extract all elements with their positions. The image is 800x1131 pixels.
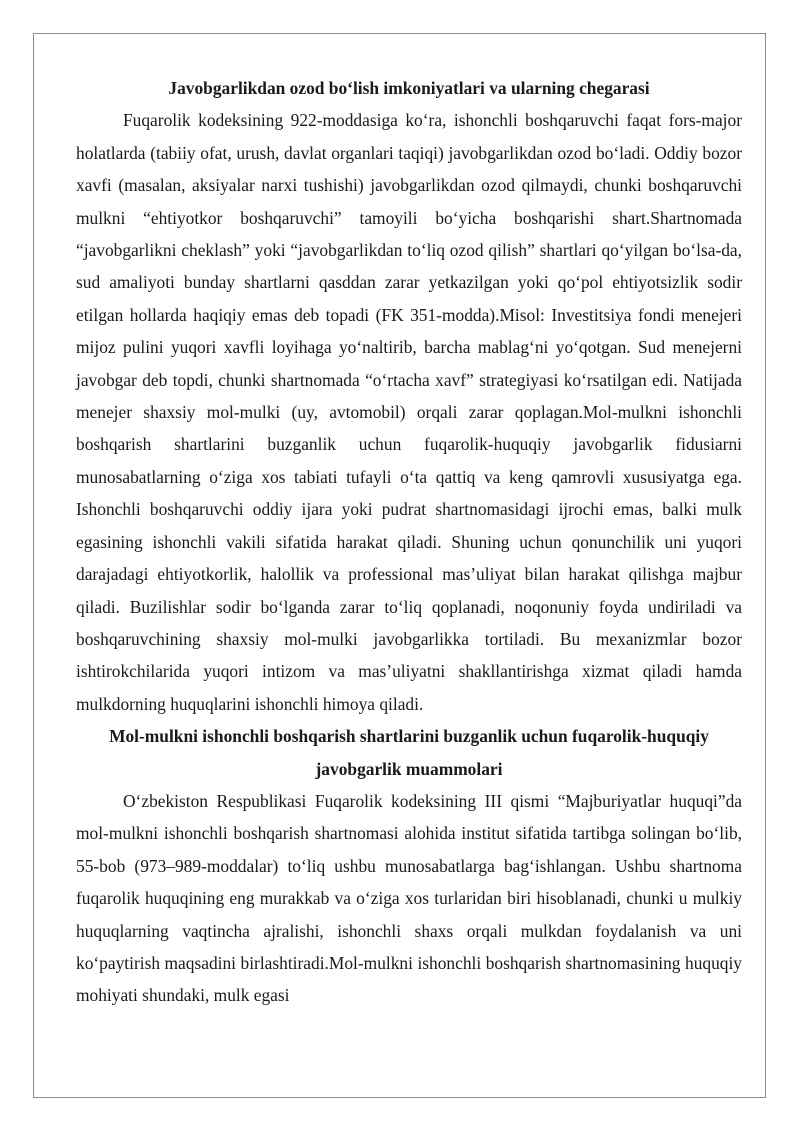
document-body xyxy=(76,72,742,1012)
body-paragraph-liability-exemption: Fuqarolik kodeksining 922-moddasiga ko‘ra, ishonchli boshqaruvchi faqat fors-major holatlarda (tabiiy ofat, urush, davlat organlari taqiqi) javobgarlikdan ozod bo‘ladi. Oddiy bozor xavfi (masalan, aksiyalar narxi tushishi) javobgarlikdan ozod qilmaydi, chunki boshqaruvchi mulkni “ehtiyotkor boshqaruvchi” tamoyili bo‘yicha boshqarishi shart.Shartnomada “javobgarlikni cheklash” yoki “javobgarlikdan to‘liq ozod qilish” shartlari qo‘yilgan bo‘lsa-da, sud amaliyoti bunday shartlarni qasddan zarar yetkazilgan yoki qo‘pol ehtiyotsizlik sodir etilgan hollarda haqiqiy emas deb topadi (FK 351-modda).Misol: Investitsiya fondi menejeri mijoz pulini yuqori xavfli loyihaga yo‘naltirib, barcha mablag‘ni yo‘qotgan. Sud menejerni javobgar deb topdi, chunki shartnomada “o‘rtacha xavf” strategiyasi ko‘rsatilgan edi. Natijada menejer shaxsiy mol-mulki (uy, avtomobil) orqali zarar qoplagan.Mol-mulkni ishonchli boshqarish shartlarini buzganlik uchun fuqarolik-huquqiy javobgarlik fidusiarni munosabatlarning o‘ziga xos tabiati tufayli o‘ta qattiq va keng qamrovli xususiyatga ega. Ishonchli boshqaruvchi oddiy ijara yoki pudrat shartnomasidagi ijrochi emas, balki mulk egasining ishonchli vakili sifatida harakat qiladi. Shuning uchun qonunchilik uni yuqori darajadagi ehtiyotkorlik, halollik va professional mas’uliyat bilan harakat qilishga majbur qiladi. Buzilishlar sodir bo‘lganda zarar to‘liq qoplanadi, noqonuniy foyda undiriladi va boshqaruvchining shaxsiy mol-mulki javobgarlikka tortiladi. Bu mexanizmlar bozor ishtirokchilarida yuqori intizom va mas’uliyatni shakllantirishga xizmat qiladi hamda mulkdorning huquqlarini ishonchli himoya qiladi. xyxy=(76,110,742,714)
body-paragraph-trust-management: O‘zbekiston Respublikasi Fuqarolik kodeksining III qismi “Majburiyatlar huquqi”da mol-mulkni ishonchli boshqarish shartnomasi alohida institut sifatida tartibga solingan bo‘lib, 55-bob (973–989-moddalar) to‘liq ushbu munosabatlarga bag‘ishlangan. Ushbu shartnoma fuqarolik huquqining eng murakkab va o‘ziga xos turlaridan biri hisoblanadi, chunki u mulkiy huquqlarning vaqtincha ajralishi, ishonchli shaxs orqali mulkdan foydalanish va uni ko‘paytirish maqsadini birlashtiradi.Mol-mulkni ishonchli boshqarish shartnomasining huquqiy mohiyati shundaki, mulk egasi xyxy=(76,790,742,1006)
section-heading-liability-problems: Mol-mulkni ishonchli boshqarish shartlarini buzganlik uchun fuqarolik-huquqiy javobgarlik muammolari xyxy=(109,726,709,779)
section-heading-liability-exemption: Javobgarlikdan ozod bo‘lish imkoniyatlari va ularning chegarasi xyxy=(168,78,650,98)
